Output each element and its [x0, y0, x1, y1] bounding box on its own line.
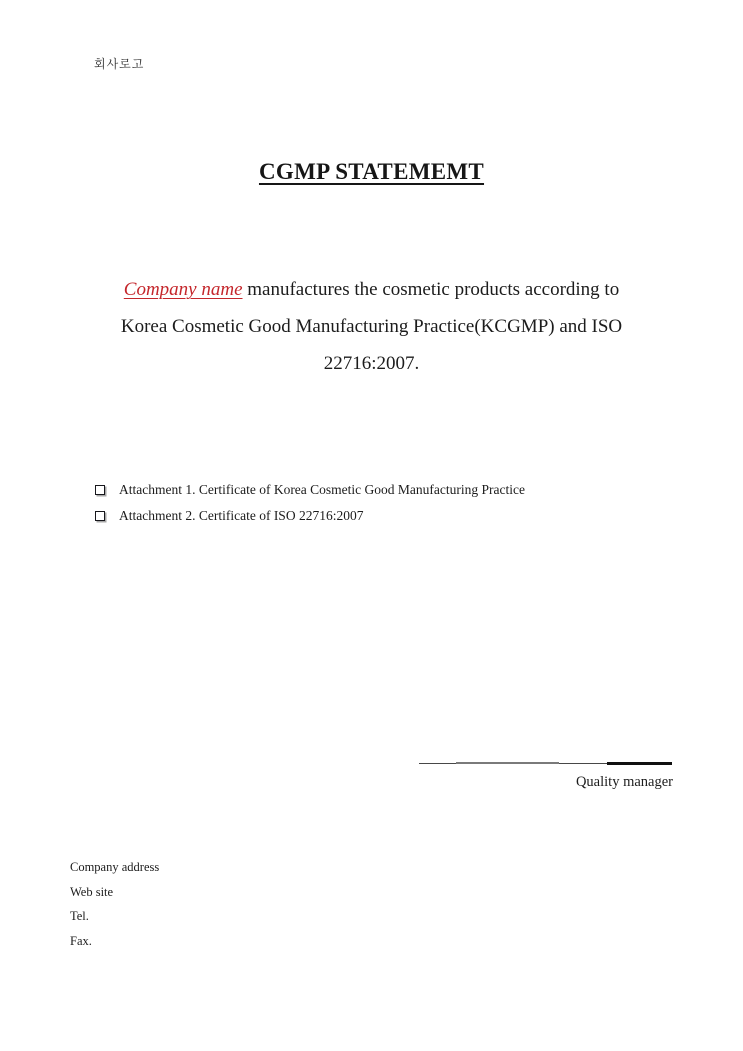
company-logo-placeholder: 회사로고 — [94, 57, 145, 71]
footer-line-tel: Tel. — [70, 909, 89, 923]
attachment-label-2: Attachment 2. Certificate of ISO 22716:2007 — [119, 508, 364, 523]
statement-line-1 — [0, 271, 743, 308]
statement-paragraph — [0, 271, 743, 382]
signature-line-segment — [607, 762, 672, 765]
statement-line-2: Korea Cosmetic Good Manufacturing Practice(KCGMP) and ISO — [120, 316, 623, 337]
document-title-text: CGMP STATEMEMT — [258, 159, 485, 184]
signature-role-label: Quality manager — [575, 774, 673, 790]
footer-contact-block — [70, 855, 159, 953]
statement-line-1-rest: manufactures the cosmetic products according to — [242, 279, 620, 300]
signature-line — [419, 760, 672, 766]
ballot-box-icon — [95, 511, 105, 521]
signature-line-segment — [456, 762, 559, 764]
footer-line-fax: Fax. — [70, 933, 92, 948]
company-name-placeholder: Company name — [123, 279, 243, 300]
attachment-list — [95, 477, 525, 529]
attachment-item-2 — [95, 503, 525, 529]
attachment-item-1 — [95, 477, 525, 503]
ballot-box-icon — [95, 485, 105, 495]
footer-line-company-address: Company address — [70, 860, 160, 874]
document-title — [0, 159, 743, 185]
footer-line-web-site: Web site — [70, 884, 114, 899]
attachment-label-1: Attachment 1. Certificate of Korea Cosmetic Good Manufacturing Practice — [119, 482, 525, 497]
statement-line-3: 22716:2007. — [323, 353, 420, 374]
